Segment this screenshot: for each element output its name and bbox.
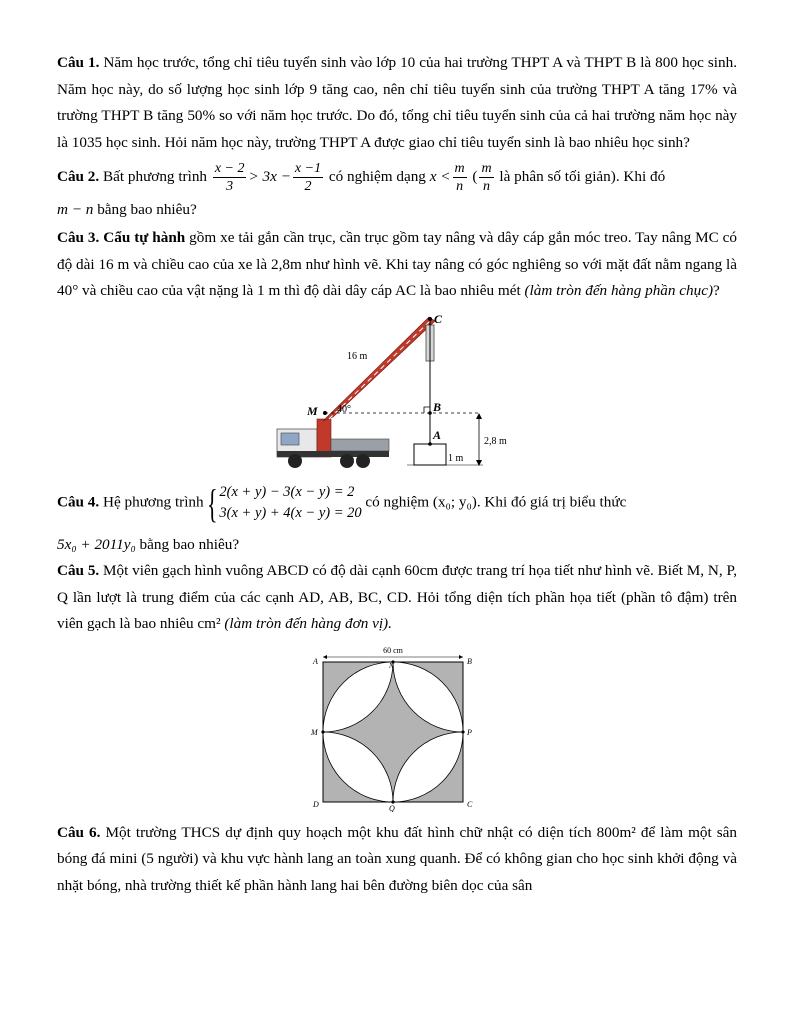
question-5-text: Một viên gạch hình vuông ABCD có độ dài cạnh 60cm được trang trí họa tiết như hình vẽ. Biết M, N, P, Q lần lượt là trung điểm của các cạnh AD, AB, BC, CD. Hỏi tổng diện tích phần họa tiết (phần tô đậm) trên viên gạch là bao nhiêu cm² <box>57 562 737 632</box>
tile-diagram <box>307 644 487 812</box>
point-a <box>428 442 432 446</box>
question-1-label: Câu 1. <box>57 54 100 71</box>
label-c: C <box>434 311 443 326</box>
question-5-label: Câu 5. <box>57 562 100 579</box>
load-box <box>414 444 446 465</box>
question-2-expr: m − n <box>57 201 94 218</box>
crane-figure <box>267 311 527 476</box>
question-6-text: Một trường THCS dự định quy hoạch một khu đất hình chữ nhật có diện tích 800m² để làm một sân bóng đá mini (5 người) và khu vực hành lang an toàn xung quanh. Để có không gian cho học sinh khởi động và nhặt bóng, nhà trường thiết kế phần hành lang hai bên đường biên dọc của sân <box>57 823 738 894</box>
system-brace: { <box>207 480 218 526</box>
question-3: Câu 3. Cẩu tự hành gồm xe tải gắn cần trục, cần trục gồm tay nâng và dây cáp gắn móc treo. Tay nâng MC có độ dài 16 m và chiều cao của xe là 2,8m như hình vẽ. Khi tay nâng có góc nghiêng so với mặt đất nằm ngang là 40° và chiều cao của vật nặng là 1 m thì độ dài dây cáp AC là bao nhiêu mét (làm tròn đến hàng phần chục)? <box>57 229 737 299</box>
arrow-up <box>476 413 482 419</box>
question-6 <box>57 820 737 900</box>
tile-figure <box>307 644 487 812</box>
wheel-front <box>288 454 302 468</box>
question-3-hint: (làm tròn đến hàng phần chục) <box>524 282 714 299</box>
truck-bed <box>331 439 389 451</box>
point-m-tile <box>321 730 324 733</box>
label-angle: 40° <box>337 403 351 415</box>
question-2-pre: Bất phương trình <box>103 167 208 185</box>
fraction-1: $\frac{x - 2}{3}$ <box>214 161 245 194</box>
question-2-post1: có nghiệm dạng <box>328 167 426 185</box>
equation-2: 3(x + y) + 4(x − y) = 20 <box>219 504 362 521</box>
question-2-mid: > 3x − <box>248 167 291 185</box>
equation-system <box>207 482 361 524</box>
label-height: 2,8 m <box>484 435 507 447</box>
crane-diagram <box>267 311 527 476</box>
label-a-tile: A <box>313 656 318 666</box>
question-2-post3: bằng bao nhiêu? <box>97 201 197 218</box>
question-2 <box>57 160 737 225</box>
label-b: B <box>433 399 442 414</box>
question-4-cont <box>57 532 737 559</box>
label-box-height: 1 m <box>448 452 464 464</box>
worksheet-page <box>57 50 737 899</box>
label-b-tile: B <box>467 656 472 666</box>
question-4-label: Câu 4. <box>57 492 100 510</box>
label-c-tile: C <box>467 799 473 809</box>
question-2-label: Câu 2. <box>57 167 100 185</box>
label-n-tile: N <box>389 661 394 670</box>
question-4-end: bằng bao nhiêu? <box>139 535 240 553</box>
point-b <box>428 411 432 415</box>
wheel-rear-2 <box>356 454 370 468</box>
dim-arrow-right <box>459 655 463 659</box>
question-1 <box>57 50 737 156</box>
label-d-tile: D <box>313 799 319 809</box>
point-c <box>428 317 432 321</box>
question-4-pre: Hệ phương trình <box>103 492 204 510</box>
label-arm-length: 16 m <box>347 350 368 362</box>
question-6-label: Câu 6. <box>57 823 101 841</box>
question-3-label: Câu 3. <box>57 229 100 246</box>
question-3-term: Cẩu tự hành <box>103 229 186 246</box>
question-5 <box>57 558 737 638</box>
dim-arrow-left <box>323 655 327 659</box>
question-1-text: Năm học trước, tổng chỉ tiêu tuyển sinh vào lớp 10 của hai trường THPT A và THPT B là 800 học sinh. Năm học này, do số lượng học sinh lớp 9 tăng cao, nên chỉ tiêu tuyển sinh của trường THPT A tăng 17% và trường THPT B tăng 50% so với năm học trước. Do đó, tổng chỉ tiêu tuyển sinh của cả hai trường năm học này là 1035 học sinh. Hỏi năm học này, trường THPT A được giao chỉ tiêu tuyển sinh là bao nhiêu học sinh? <box>57 54 737 151</box>
truck-window <box>281 433 299 445</box>
fraction-2: $\frac{x -1}{2}$ <box>294 161 322 194</box>
question-3-text: gồm xe tải gắn cần trục, cần trục gồm tay nâng và dây cáp gắn móc treo. Tay nâng MC có độ dài 16 m và chiều cao của xe là 2,8m như hình vẽ. Khi tay nâng có góc nghiêng so với mặt đất nằm ngang là 40° và chiều cao của vật nặng là 1 m thì độ dài dây cáp AC là bao nhiêu mét <box>57 229 737 299</box>
question-4 <box>57 482 737 524</box>
label-m: M <box>307 403 318 418</box>
question-4-expr: 5x₀ + 2011y₀ <box>57 535 136 553</box>
label-a: A <box>433 427 442 442</box>
label-q-tile: Q <box>389 803 395 812</box>
label-side: 60 cm <box>383 645 403 655</box>
question-4-post: có nghiệm (x₀; y₀). Khi đó giá trị biểu thức <box>365 492 627 510</box>
question-2-ineq: x < <box>429 167 451 185</box>
question-2-post2: là phân số tối giản). Khi đó <box>499 167 666 185</box>
equation-1: 2(x + y) − 3(x − y) = 2 <box>219 483 355 500</box>
wheel-rear-1 <box>340 454 354 468</box>
label-m-tile: M <box>311 727 318 737</box>
point-p <box>461 730 464 733</box>
fraction-4: $\frac{m}{n}$ <box>481 161 492 194</box>
label-p-tile: P <box>467 727 472 737</box>
question-5-hint: (làm tròn đến hàng đơn vị). <box>224 615 392 632</box>
point-m <box>323 411 327 415</box>
question-2-open-paren: ( <box>472 167 478 185</box>
fraction-3: $\frac{m}{n}$ <box>454 161 465 194</box>
